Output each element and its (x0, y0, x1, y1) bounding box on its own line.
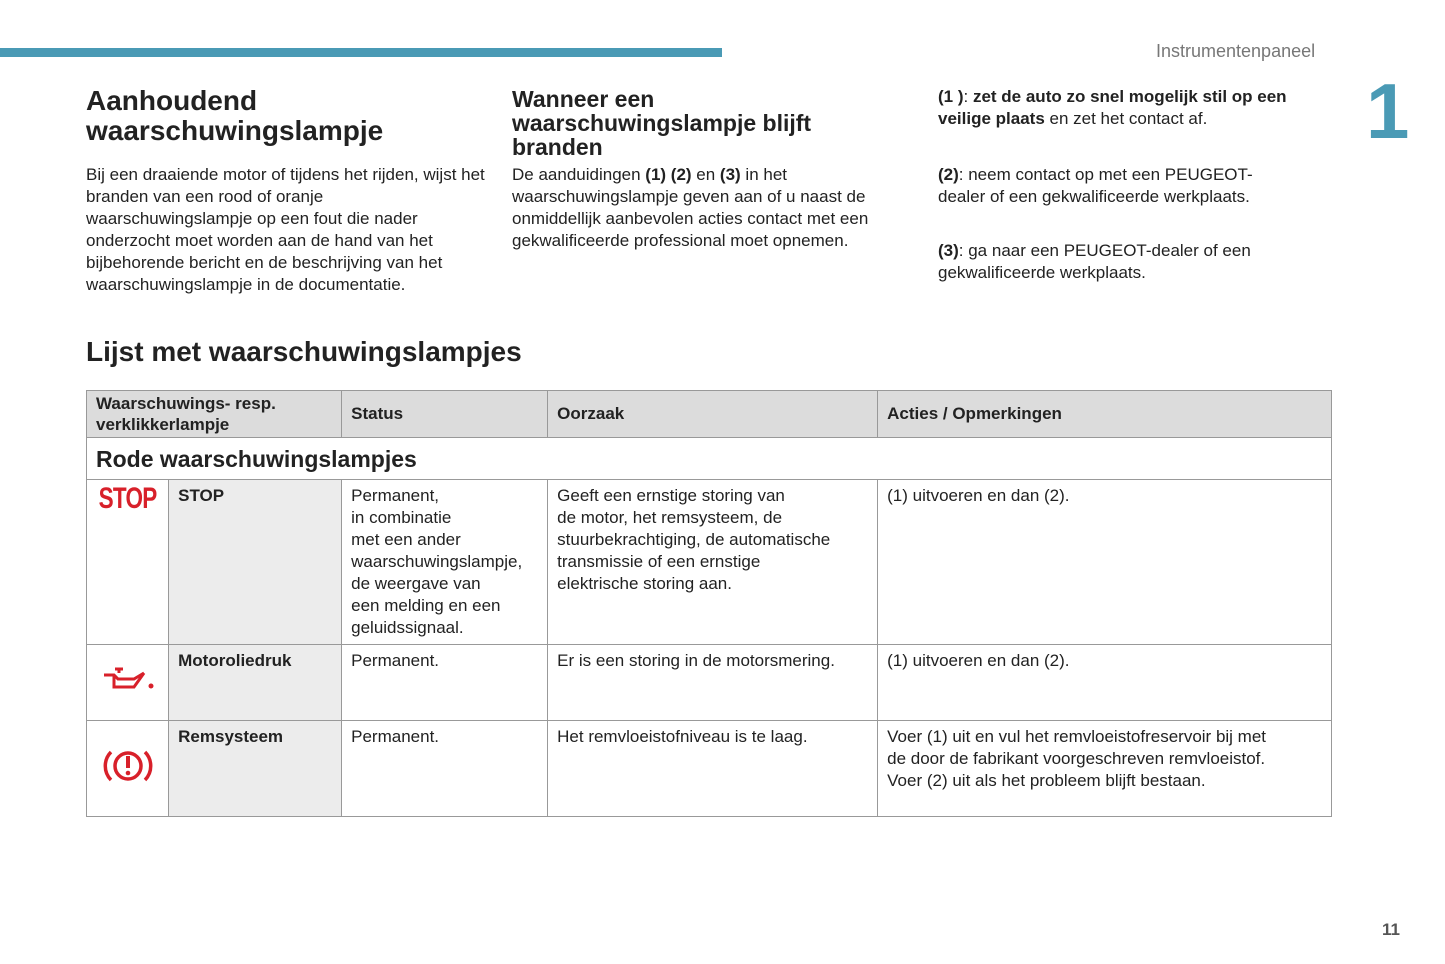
table-row (87, 721, 1332, 817)
status: Permanent. (342, 645, 548, 721)
section-title: Instrumentenpaneel (1156, 41, 1316, 61)
header-status: Status (342, 391, 548, 438)
chapter-number: 1 (1366, 67, 1410, 155)
status: Permanent. (342, 721, 548, 817)
status: Permanent, in combinatie met een ander waarschuwingslampje, de weergave van een melding en een geluidssignaal. (342, 480, 548, 645)
action: (1) uitvoeren en dan (2). (878, 480, 1332, 645)
action: Voer (1) uit en vul het remvloeistofreservoir bij met de door de fabrikant voorgeschreven remvloeistof. Voer (2) uit als het probleem blijft bestaan. (878, 721, 1332, 817)
lamp-name: Remsysteem (169, 721, 342, 817)
warning-lights-table (86, 390, 1332, 817)
table-row (87, 480, 1332, 645)
action: (1) uitvoeren en dan (2). (878, 645, 1332, 721)
col2-title: Wanneer een waarschuwingslampje blijft branden (512, 86, 812, 160)
section-row: Rode waarschuwingslampjes (87, 438, 1332, 480)
list-title: Lijst met waarschuwingslampjes (86, 336, 522, 367)
col1-text: Bij een draaiende motor of tijdens het rijden, wijst het branden van een rood of oranje waarschuwingslampje op een fout die nader onderzocht moet worden aan de hand van het bijbehorende bericht en de beschrijving van het waarschuwingslampje in de documentatie. (86, 165, 485, 294)
header-actions: Acties / Opmerkingen (878, 391, 1332, 438)
cause: Geeft een ernstige storing van de motor, het remsysteem, de stuurbekrachtiging, de automatische transmissie of een ernstige elektrische storing aan. (548, 480, 878, 645)
table-row (87, 645, 1332, 721)
oil-pressure-icon (87, 645, 169, 721)
page-number: 11 (1382, 920, 1400, 939)
cause: Het remvloeistofniveau is te laag. (548, 721, 878, 817)
header-bar (0, 48, 722, 57)
table-header-row (87, 391, 1332, 438)
brake-warning-icon (87, 721, 169, 817)
header-cause: Oorzaak (548, 391, 878, 438)
lamp-name: Motoroliedruk (169, 645, 342, 721)
col1-title: Aanhoudend waarschuwingslampje (86, 85, 384, 146)
note-2: (2): neem contact op met een PEUGEOT-dealer of een gekwalificeerde werkplaats. (938, 165, 1253, 206)
col2-text: De aanduidingen (1) (2) en (3) in het waarschuwingslampje geven aan of u naast de onmiddellijk aanbevolen acties contact met een gekwalificeerde professional moet opnemen. (512, 165, 869, 250)
header-lamp: Waarschuwings- resp. verklikkerlampje (87, 391, 342, 438)
note-1: (1 ): zet de auto zo snel mogelijk stil op een veilige plaats en zet het contact af. (938, 87, 1287, 128)
lamp-name: STOP (169, 480, 342, 645)
stop-icon: STOP (87, 480, 169, 645)
cause: Er is een storing in de motorsmering. (548, 645, 878, 721)
note-3: (3): ga naar een PEUGEOT-dealer of een gekwalificeerde werkplaats. (938, 241, 1251, 282)
